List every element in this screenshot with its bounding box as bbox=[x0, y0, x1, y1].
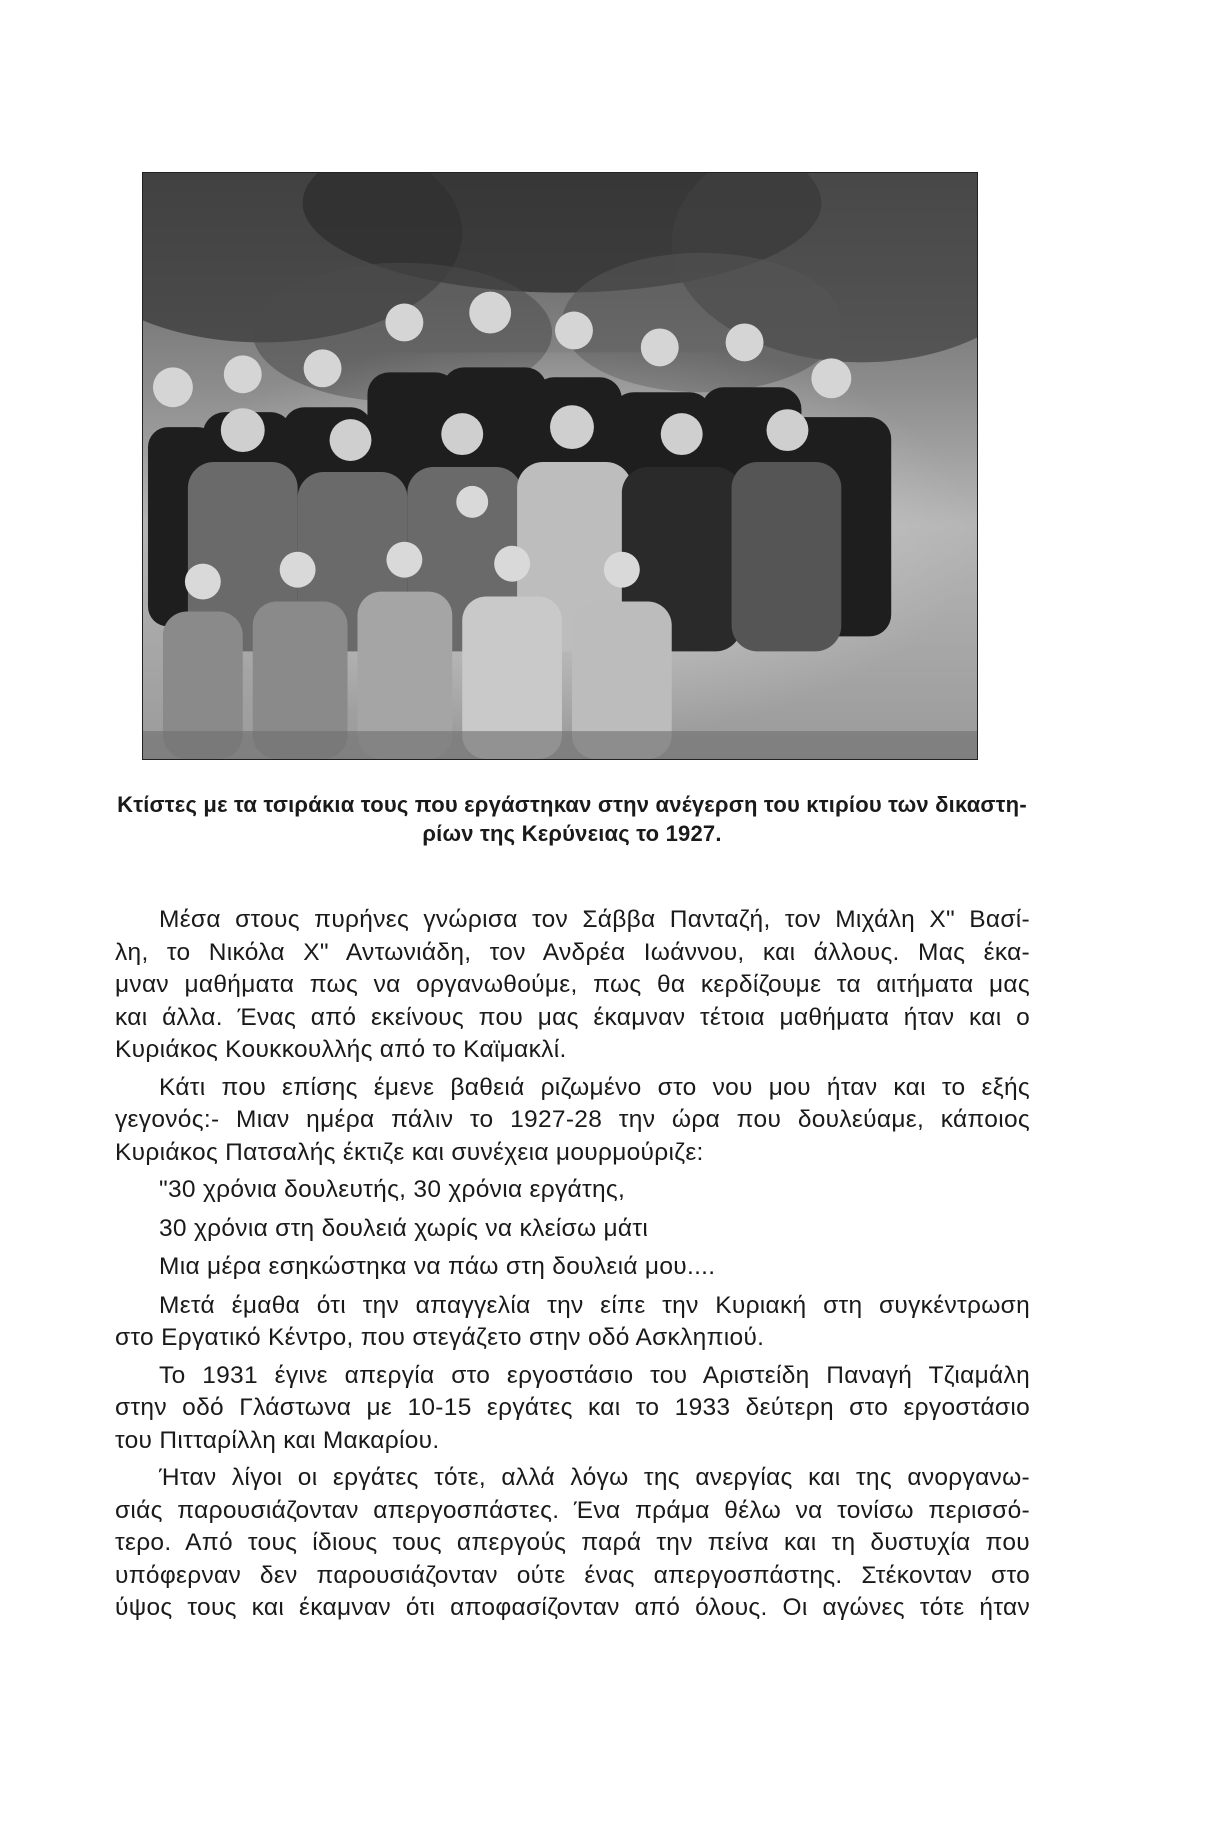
text-line: Κυριάκος Πατσαλής έκτιζε και συνέχεια μουρμούριζε: bbox=[115, 1138, 704, 1166]
text-line: Κυριάκος Κουκκουλλής από το Καϊμακλί. bbox=[115, 1036, 567, 1063]
text-line: ύψος τους και έκαμναν ότι αποφασίζονταν από όλους. Οι αγώνες τότε ήταν bbox=[115, 1594, 1030, 1621]
group-photograph bbox=[142, 172, 978, 760]
text-line: υπόφερναν δεν παρουσιάζονταν ούτε ένας απεργοσπάστης. Στέκονταν στο bbox=[115, 1561, 1030, 1589]
text-line: Ήταν λίγοι οι εργάτες τότε, αλλά λόγω της ανεργίας και της ανοργανω- bbox=[159, 1464, 1030, 1491]
text-line: Μετά έμαθα ότι την απαγγελία την είπε την Κυριακή στη συγκέντρωση bbox=[159, 1291, 1030, 1319]
photo-caption bbox=[100, 790, 1044, 848]
text-line: του Πιτταρίλλη και Μακαρίου. bbox=[115, 1426, 440, 1454]
text-line: τερο. Από τους ίδιους τους απεργούς παρά την πείνα και τη δυστυχία που bbox=[115, 1529, 1030, 1556]
text-line: στην οδό Γλάστωνα με 10-15 εργάτες και το 1933 δεύτερη στο εργοστάσιο bbox=[115, 1394, 1030, 1421]
text-line: Μέσα στους πυρήνες γνώρισα τον Σάββα Πανταζή, τον Μιχάλη Χ" Βασί- bbox=[159, 906, 1030, 933]
verse-block bbox=[115, 1174, 1030, 1284]
text-line: λη, το Νικόλα Χ" Αντωνιάδη, τον Ανδρέα Ιωάννου, και άλλους. Μας έκα- bbox=[115, 938, 1030, 966]
text-line: σιάς παρουσιάζονταν απεργοσπάστες. Ένα πράμα θέλω να τονίσω περισσό- bbox=[115, 1496, 1030, 1524]
body-text bbox=[115, 904, 1030, 1630]
verse-line: Μια μέρα εσηκώστηκα να πάω στη δουλειά μου.... bbox=[159, 1253, 716, 1280]
paragraph bbox=[115, 1462, 1030, 1625]
photo-illustration bbox=[143, 173, 977, 759]
text-line: και άλλα. Ένας από εκείνους που μας έκαμναν τέτοια μαθήματα ήταν και ο bbox=[115, 1003, 1030, 1031]
text-line: γεγονός:- Μιαν ημέρα πάλιν το 1927-28 την ώρα που δουλεύαμε, κάποιος bbox=[115, 1106, 1030, 1133]
paragraph bbox=[115, 1360, 1030, 1458]
text-line: στο Εργατικό Κέντρο, που στεγάζετο στην οδό Ασκληπιού. bbox=[115, 1324, 765, 1351]
text-line: Κάτι που επίσης έμενε βαθειά ριζωμένο στο νου μου ήταν και το εξής bbox=[159, 1073, 1030, 1101]
paragraph bbox=[115, 904, 1030, 1067]
verse-line: "30 χρόνια δουλευτής, 30 χρόνια εργάτης, bbox=[159, 1176, 626, 1203]
paragraph bbox=[115, 1290, 1030, 1355]
verse-line: 30 χρόνια στη δουλειά χωρίς να κλείσω μάτι bbox=[159, 1214, 649, 1242]
caption-line: ρίων της Κερύνειας το 1927. bbox=[422, 821, 722, 846]
text-line: Το 1931 έγινε απεργία στο εργοστάσιο του Αριστείδη Παναγή Τζιαμάλη bbox=[159, 1361, 1030, 1389]
paragraph bbox=[115, 1072, 1030, 1170]
text-line: μναν μαθήματα πως να οργανωθούμε, πως θα κερδίζουμε τα αιτήματα μας bbox=[115, 971, 1030, 998]
caption-line: Κτίστες με τα τσιράκια τους που εργάστηκαν στην ανέγερση του κτιρίου των δικαστη- bbox=[117, 792, 1027, 817]
